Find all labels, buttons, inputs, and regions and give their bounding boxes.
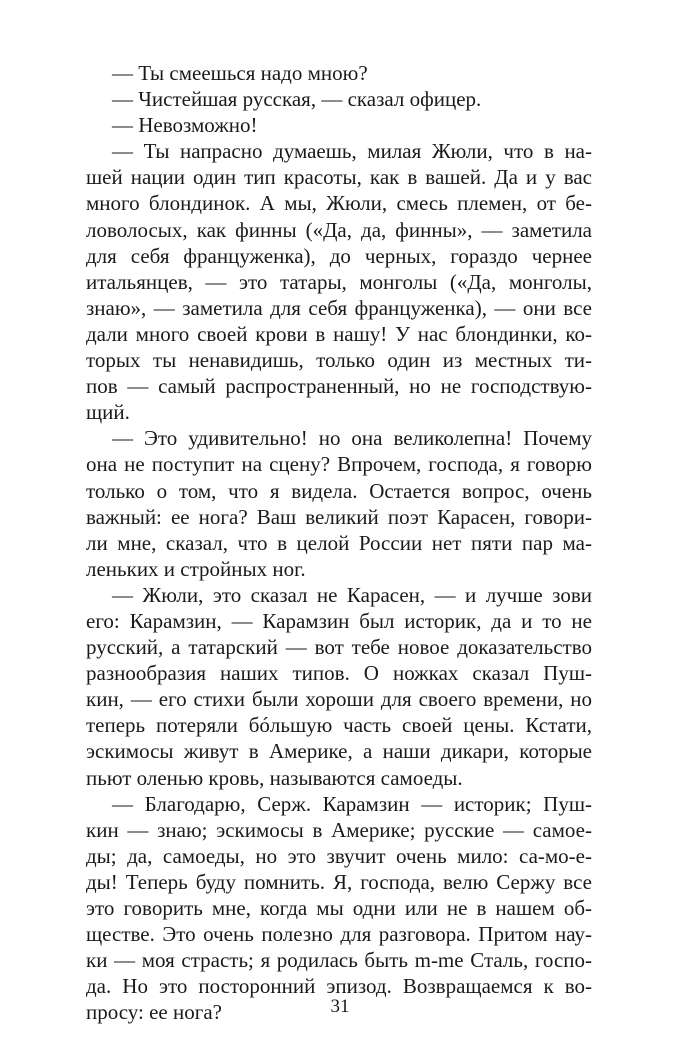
text-line: да. Но это посторонний эпизод. Возвращаемся к во- bbox=[86, 974, 592, 999]
text-line: — Чистейшая русская, — сказал офицер. bbox=[112, 87, 482, 112]
text-line: — Благодарю, Серж. Карамзин — историк; Пуш- bbox=[112, 791, 592, 816]
text-line: леньких и стройных ног. bbox=[86, 556, 306, 581]
text-line: теперь потеряли бóльшую часть своей цены. Кстати, bbox=[86, 713, 592, 738]
text-line: дали много своей крови в нашу! У нас блондинки, ко- bbox=[86, 321, 592, 346]
text-line: это говорить мне, когда мы одни или не в нашем об- bbox=[86, 896, 592, 920]
text-line: ды! Теперь буду помнить. Я, господа, велю Сержу все bbox=[86, 869, 592, 894]
text-line: его: Карамзин, — Карамзин был историк, да и то не bbox=[86, 608, 592, 633]
page-number: 31 bbox=[330, 996, 350, 1017]
text-line: ды; да, самоеды, но это звучит очень мило: са-мо-е- bbox=[86, 843, 592, 868]
text-line: — Жюли, это сказал не Карасен, — и лучше зови bbox=[112, 582, 592, 607]
text-line: только о том, что я видела. Остается вопрос, очень bbox=[86, 478, 592, 503]
text-line: ли мне, сказал, что в целой России нет пяти пар ма- bbox=[86, 530, 592, 555]
text-line: ществе. Это очень полезно для разговора. Притом нау- bbox=[86, 922, 592, 947]
text-line: итальянцев, — это татары, монголы («Да, монголы, bbox=[86, 269, 592, 294]
text-line: — Невозможно! bbox=[112, 113, 258, 138]
text-line: пов — самый распространенный, но не господствую- bbox=[86, 374, 592, 399]
text-line: — Ты напрасно думаешь, милая Жюли, что в на- bbox=[112, 139, 592, 164]
text-line: знаю», — заметила для себя француженка), — они все bbox=[86, 295, 592, 320]
text-line: разнообразия наших типов. О ножках сказал Пуш- bbox=[86, 661, 592, 686]
text-line: щий. bbox=[86, 400, 130, 425]
text-line: — Это удивительно! но она великолепна! Почему bbox=[112, 426, 592, 451]
text-line: она не поступит на сцену? Впрочем, господа, я говорю bbox=[86, 452, 592, 477]
text-line: для себя француженка), до черных, гораздо чернее bbox=[86, 243, 592, 268]
page-body bbox=[86, 60, 592, 1025]
text-line: кин — знаю; эскимосы в Америке; русские — самое- bbox=[86, 817, 592, 842]
text-line: — Ты смеешься надо мною? bbox=[112, 61, 368, 85]
text-line: эскимосы живут в Америке, а наши дикари, которые bbox=[86, 739, 592, 764]
text-line: ки — моя страсть; я родилась быть m-me Сталь, госпо- bbox=[86, 948, 592, 973]
text-line: шей нации один тип красоты, как в вашей. Да и у вас bbox=[86, 165, 592, 190]
text-line: важный: ее нога? Ваш великий поэт Карасен, говори- bbox=[86, 504, 592, 529]
text-line: торых ты ненавидишь, только один из местных ти- bbox=[86, 348, 592, 373]
text-line: пьют оленью кровь, называются самоеды. bbox=[86, 765, 463, 790]
text-line: просу: ее нога? bbox=[86, 1000, 222, 1025]
text-line: русский, а татарский — вот тебе новое доказательство bbox=[86, 635, 592, 660]
text-line: ловолосых, как финны («Да, да, финны», — заметила bbox=[86, 217, 592, 242]
text-line: кин, — его стихи были хороши для своего времени, но bbox=[86, 687, 592, 712]
text-line: много блондинок. А мы, Жюли, смесь племен, от бе- bbox=[86, 191, 592, 216]
